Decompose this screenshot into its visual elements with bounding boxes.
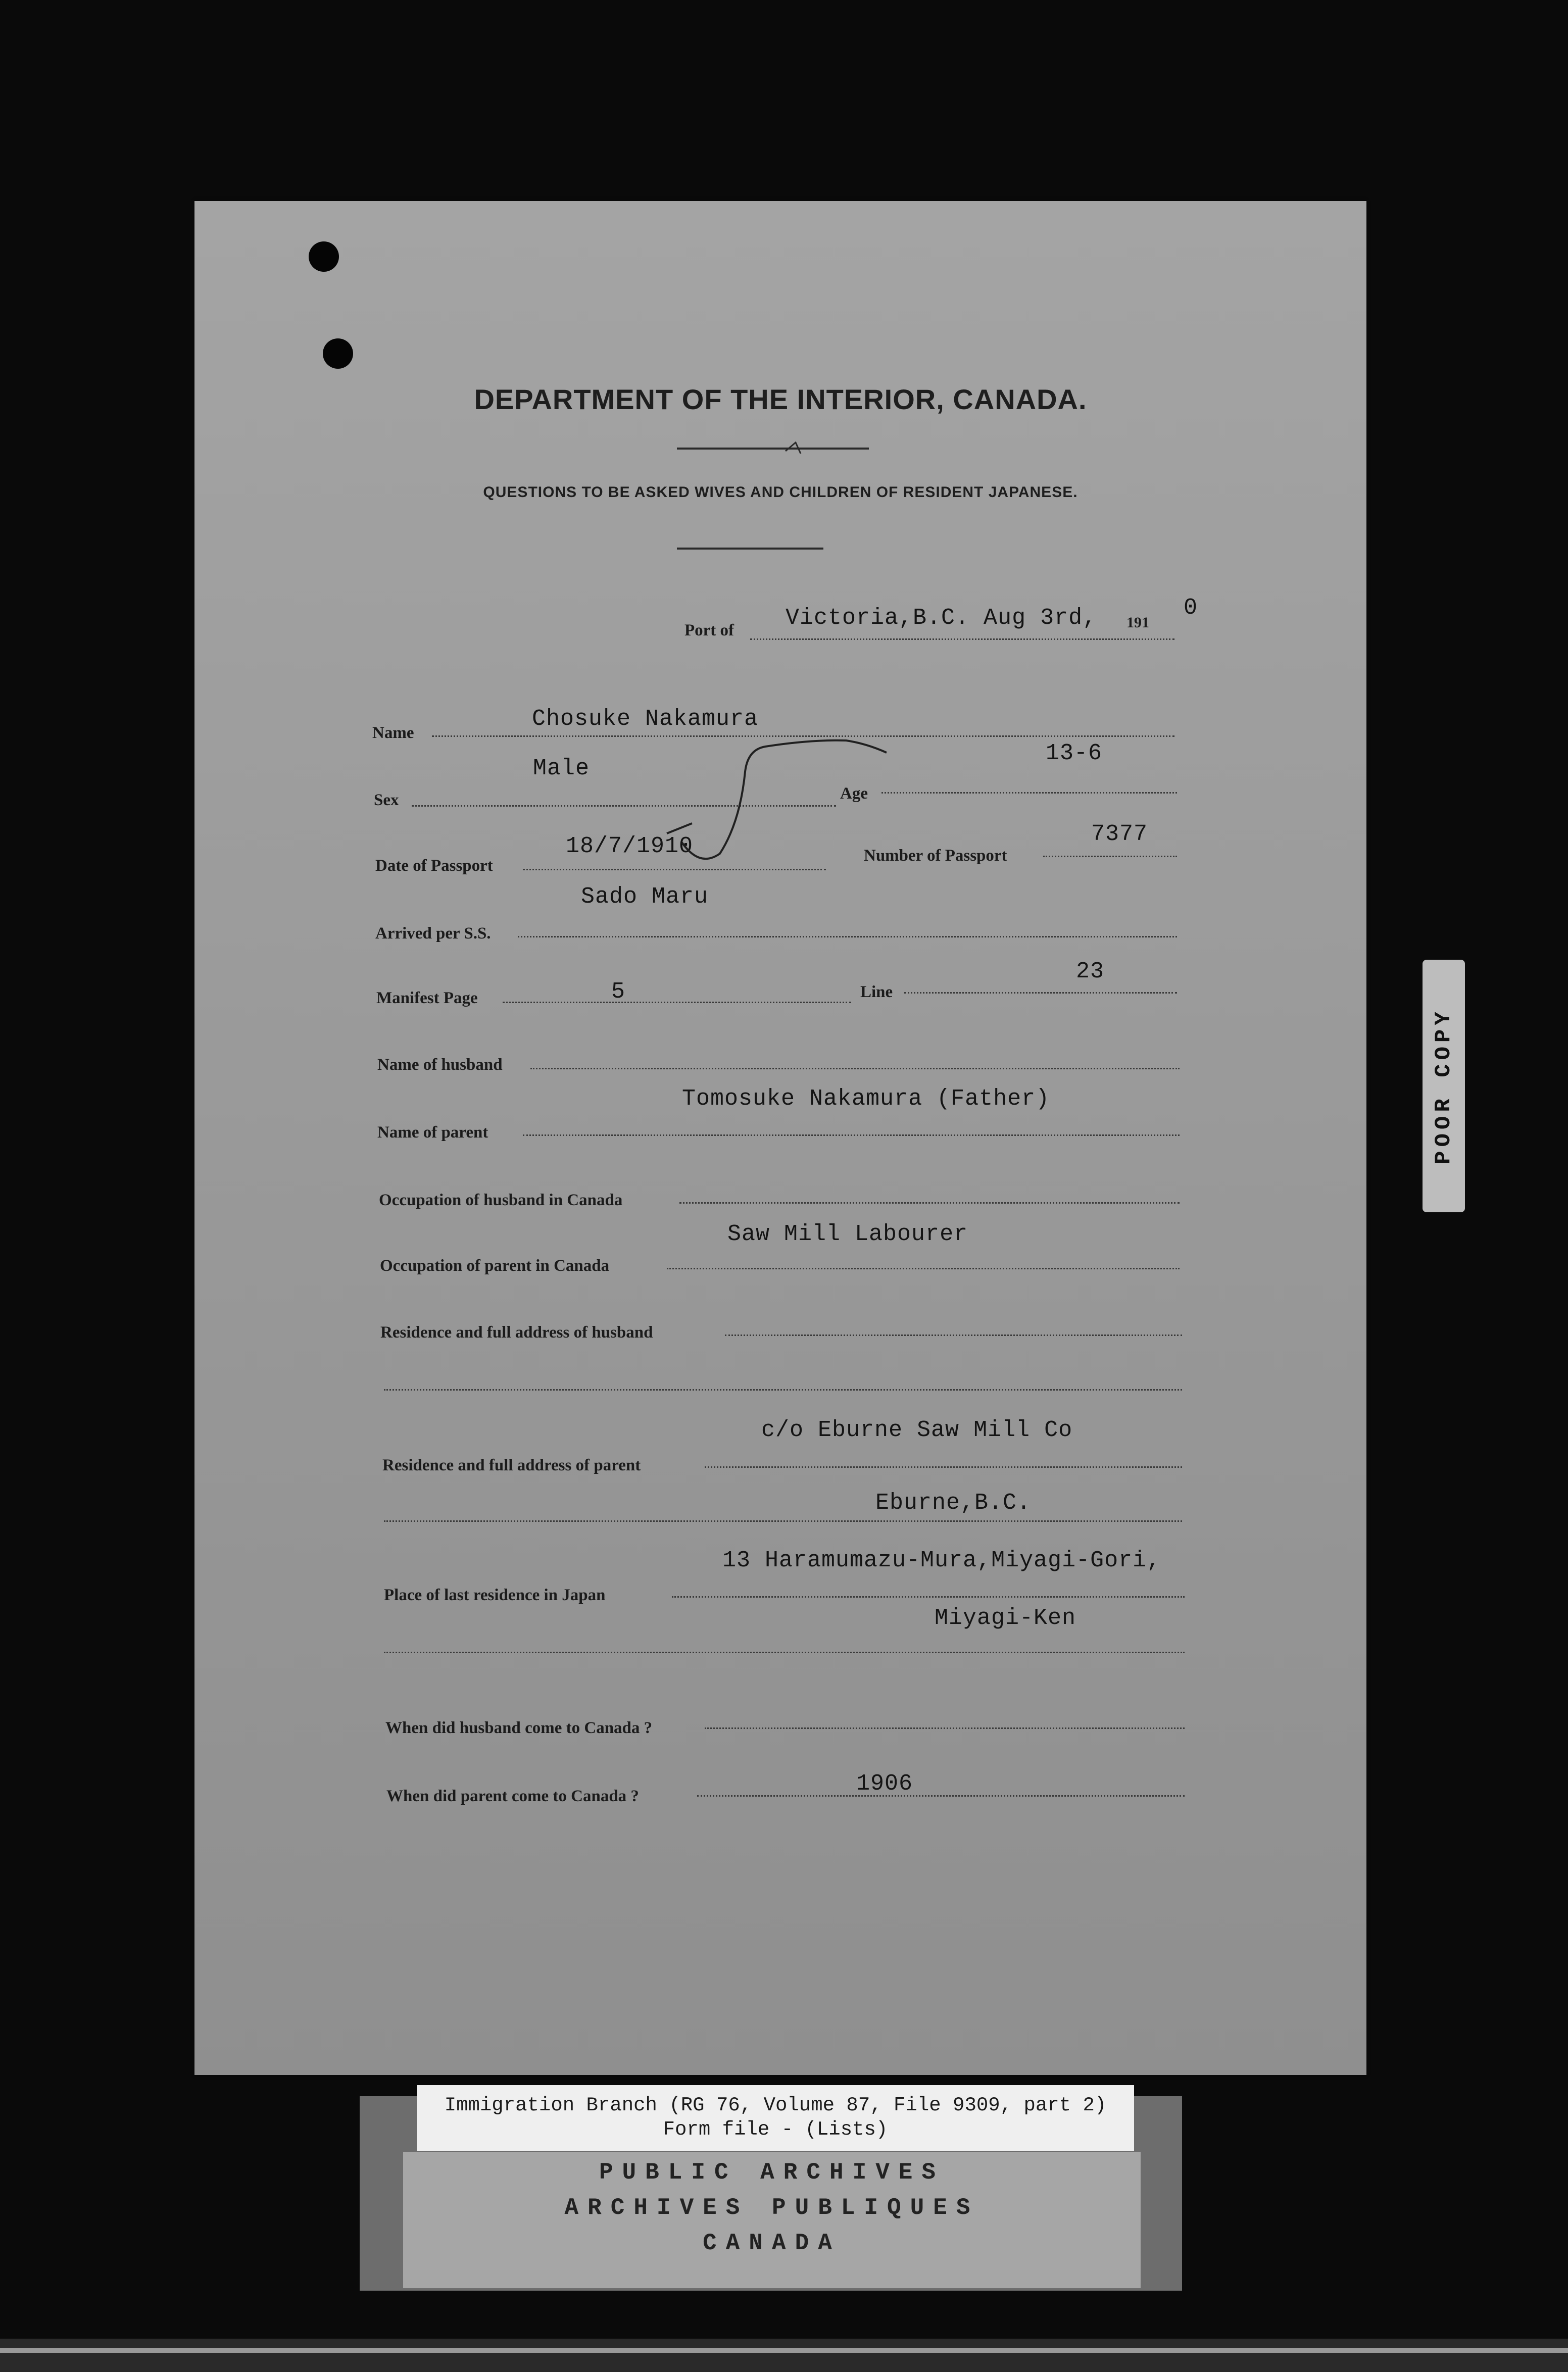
husband-came-label: When did husband come to Canada ? <box>385 1719 653 1737</box>
port-label: Port of <box>684 621 734 639</box>
archive-reference-line2: Form file - (Lists) <box>663 2118 888 2141</box>
last-residence-japan-label: Place of last residence in Japan <box>384 1586 606 1604</box>
immigration-form <box>194 201 1366 2075</box>
archive-stamp-line3: CANADA <box>703 2230 841 2256</box>
parent-came-value: 1906 <box>856 1771 913 1797</box>
year-suffix: 0 <box>1184 595 1198 621</box>
passport-number-label: Number of Passport <box>864 847 1007 865</box>
archive-reference-line1: Immigration Branch (RG 76, Volume 87, File 9309, part 2) <box>444 2094 1107 2116</box>
arrived-per-ss-value: Sado Maru <box>581 884 709 910</box>
poor-copy-stamp: POOR COPY <box>1423 960 1465 1212</box>
parent-came-label: When did parent come to Canada ? <box>386 1787 639 1805</box>
form-subtitle: QUESTIONS TO BE ASKED WIVES AND CHILDREN OF RESIDENT JAPANESE. <box>483 484 1078 501</box>
archive-stamp-line1: PUBLIC ARCHIVES <box>599 2159 945 2186</box>
date-of-passport-label: Date of Passport <box>375 857 493 875</box>
age-value: 13-6 <box>1046 740 1103 766</box>
archive-stamp <box>403 2152 1141 2288</box>
passport-number-value: 7377 <box>1091 821 1148 847</box>
sex-label: Sex <box>374 791 399 809</box>
last-residence-japan-value-line2: Miyagi-Ken <box>935 1605 1076 1631</box>
line-value: 23 <box>1076 959 1105 984</box>
residence-parent-value-line1: c/o Eburne Saw Mill Co <box>761 1417 1073 1443</box>
name-of-husband-label: Name of husband <box>377 1056 503 1074</box>
form-title: DEPARTMENT OF THE INTERIOR, CANADA. <box>474 383 1087 415</box>
residence-parent-label: Residence and full address of parent <box>382 1456 641 1474</box>
film-edge <box>0 2339 1568 2372</box>
age-label: Age <box>840 784 868 803</box>
occupation-husband-label: Occupation of husband in Canada <box>379 1191 623 1209</box>
manifest-page-value: 5 <box>611 979 626 1005</box>
last-residence-japan-value-line1: 13 Haramumazu-Mura,Miyagi-Gori, <box>722 1548 1161 1573</box>
name-of-parent-value: Tomosuke Nakamura (Father) <box>682 1086 1050 1112</box>
handwritten-check-mark <box>194 201 1366 2075</box>
residence-parent-value-line2: Eburne,B.C. <box>875 1490 1032 1516</box>
name-of-parent-label: Name of parent <box>377 1123 488 1142</box>
year-prefix: 191 <box>1126 614 1149 631</box>
date-of-passport-value: 18/7/1910 <box>566 833 694 859</box>
name-value: Chosuke Nakamura <box>532 706 759 732</box>
port-value: Victoria,B.C. Aug 3rd, <box>786 605 1097 631</box>
sex-value: Male <box>533 756 590 781</box>
archive-stamp-line2: ARCHIVES PUBLIQUES <box>564 2195 979 2221</box>
arrived-per-ss-label: Arrived per S.S. <box>375 924 491 943</box>
occupation-parent-label: Occupation of parent in Canada <box>380 1257 610 1275</box>
manifest-page-label: Manifest Page <box>376 989 478 1007</box>
residence-husband-label: Residence and full address of husband <box>380 1323 653 1342</box>
line-label: Line <box>860 983 893 1001</box>
name-label: Name <box>372 724 414 742</box>
archive-reference-label <box>417 2085 1134 2151</box>
occupation-parent-value: Saw Mill Labourer <box>727 1221 968 1247</box>
